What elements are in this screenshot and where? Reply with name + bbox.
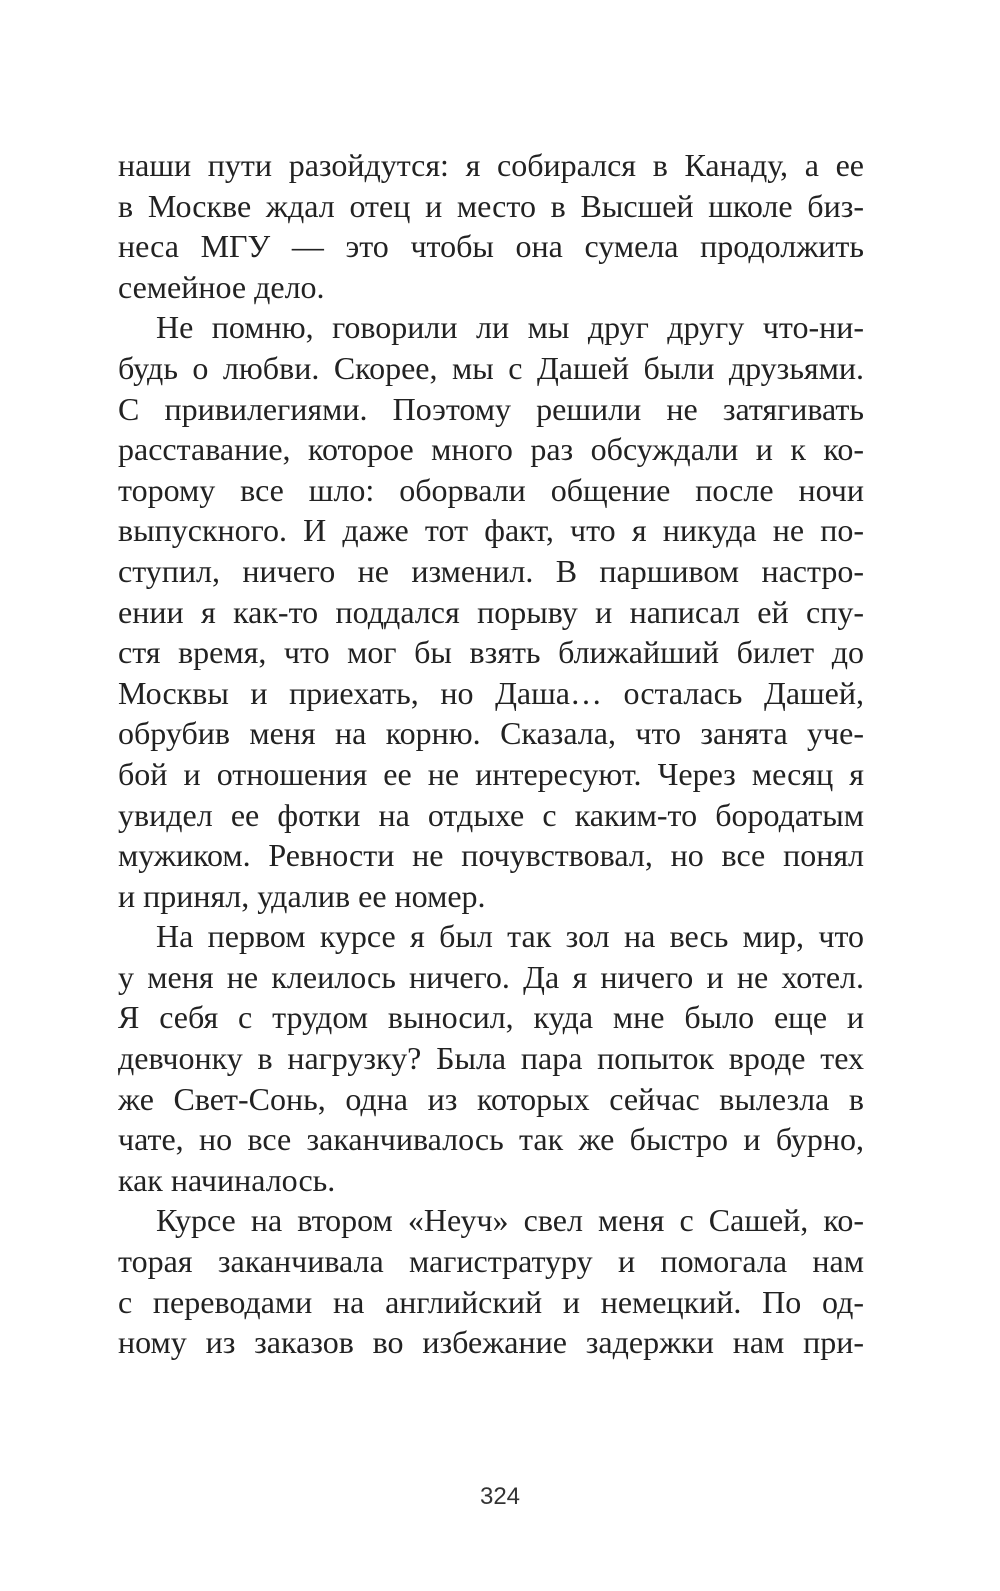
text-line: как начиналось.	[118, 1161, 336, 1198]
text-line: девчонку в нагрузку? Была пара попыток вроде тех	[118, 1040, 864, 1077]
text-line: ении я как-то поддался порыву и написал ей спу-	[118, 593, 864, 630]
text-line: С привилегиями. Поэтому решили не затягивать	[118, 390, 864, 427]
text-line: же Свет-Сонь, одна из которых сейчас вылезла в	[118, 1080, 864, 1117]
text-line: обрубив меня на корню. Сказала, что занята уче-	[118, 715, 864, 752]
text-line: стя время, что мог бы взять ближайший билет до	[118, 634, 864, 671]
text-line: чате, но все заканчивалось так же быстро и бурно,	[118, 1121, 864, 1158]
text-line: На первом курсе я был так зол на весь мир, что	[156, 918, 864, 955]
text-line: Москвы и приехать, но Даша… осталась Дашей,	[118, 674, 864, 711]
body-text	[118, 145, 864, 1363]
text-line: увидел ее фотки на отдыхе с каким-то бородатым	[118, 796, 864, 833]
text-line: у меня не клеилось ничего. Да я ничего и не хотел.	[118, 958, 864, 995]
paragraph	[118, 145, 864, 307]
text-line: Не помню, говорили ли мы друг другу что-ни-	[156, 309, 864, 346]
text-line: ступил, ничего не изменил. В паршивом настро-	[118, 552, 864, 589]
paragraph	[118, 916, 864, 1200]
text-line: ному из заказов во избежание задержки нам при-	[118, 1324, 864, 1361]
text-line: наши пути разойдутся: я собирался в Канаду, а ее	[118, 147, 864, 183]
paragraph	[118, 307, 864, 916]
text-line: торая заканчивала магистратуру и помогала нам	[118, 1243, 864, 1280]
text-line: выпускного. И даже тот факт, что я никуда не по-	[118, 512, 864, 549]
text-line: мужиком. Ревности не почувствовал, но все понял	[118, 837, 864, 874]
page-number: 324	[479, 1483, 521, 1510]
text-line: будь о любви. Скорее, мы с Дашей были друзьями.	[118, 349, 864, 386]
text-line: с переводами на английский и немецкий. По од-	[118, 1283, 864, 1320]
text-line: расставание, которое много раз обсуждали и к ко-	[118, 431, 864, 468]
text-line: неса МГУ — это чтобы она сумела продолжить	[118, 228, 864, 265]
text-line: Курсе на втором «Неуч» свел меня с Сашей, ко-	[156, 1202, 864, 1239]
text-line: в Москве ждал отец и место в Высшей школе биз-	[118, 187, 864, 224]
text-line: бой и отношения ее не интересуют. Через месяц я	[118, 755, 864, 792]
paragraph	[118, 1200, 864, 1362]
text-line: Я себя с трудом выносил, куда мне было еще и	[118, 999, 864, 1036]
text-line: торому все шло: оборвали общение после ночи	[118, 471, 864, 508]
text-line: и принял, удалив ее номер.	[118, 877, 486, 914]
text-line: семейное дело.	[118, 268, 325, 305]
